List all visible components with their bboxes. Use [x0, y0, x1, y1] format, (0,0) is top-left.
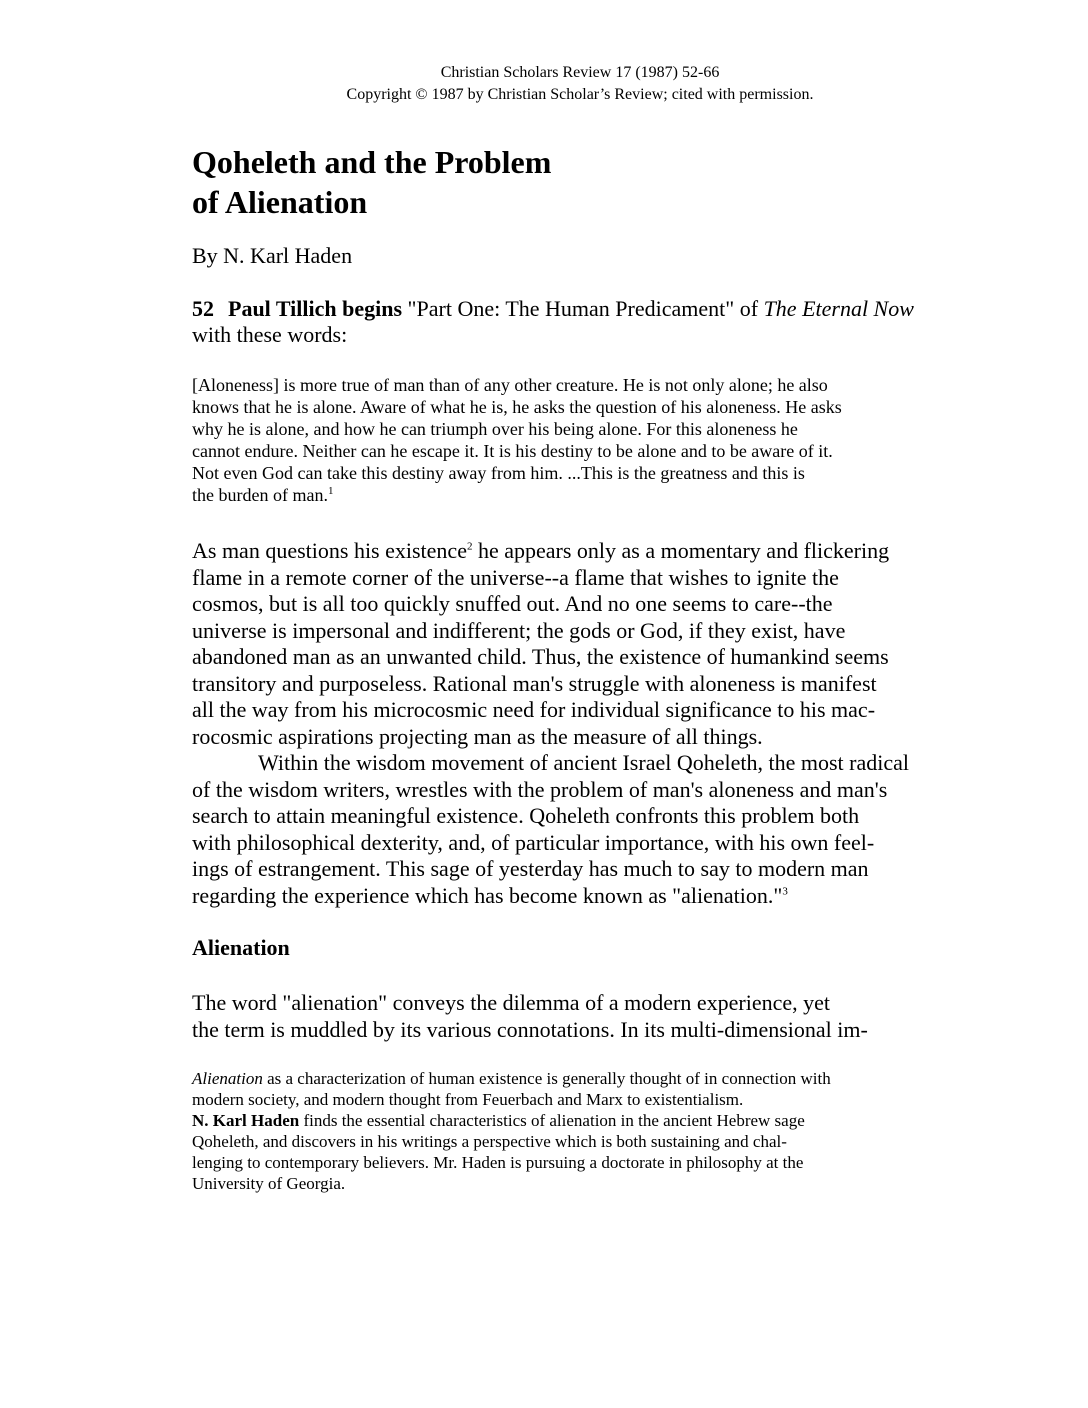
- journal-citation: [260, 62, 900, 106]
- author-name: N. Karl Haden: [192, 1111, 300, 1130]
- quote-line: [Aloneness] is more true of man than of any other creature. He is not only alone; he also: [192, 375, 828, 395]
- lead-kicker: Paul Tillich begins: [228, 296, 403, 321]
- quote-line: cannot endure. Neither can he escape it. It is his destiny to be alone and to be aware of it.: [192, 441, 833, 461]
- lead-line: with these words:: [192, 322, 348, 347]
- body-line: flame in a remote corner of the universe--a flame that wishes to ignite the: [192, 564, 839, 590]
- quote-text: the burden of man.: [192, 485, 328, 505]
- title-line: Qoheleth and the Problem: [192, 144, 552, 180]
- body-line: universe is impersonal and indifferent; the gods or God, if they exist, have: [192, 617, 846, 643]
- body-line: cosmos, but is all too quickly snuffed out. And no one seems to care--the: [192, 591, 833, 616]
- footnote-marker: 3: [782, 885, 788, 898]
- body-text-run: regarding the experience which has become known as "alienation.": [192, 882, 783, 908]
- quote-line: knows that he is alone. Aware of what he is, he asks the question of his aloneness. He asks: [192, 397, 842, 417]
- body-line: Within the wisdom movement of ancient Israel Qoheleth, the most radical: [258, 750, 909, 775]
- body-text-run: he appears only as a momentary and flickering: [472, 538, 890, 563]
- note-text: as a characterization of human existence is generally thought of in connection with: [262, 1069, 831, 1088]
- body-line: search to attain meaningful existence. Qoheleth confronts this problem both: [192, 803, 860, 828]
- note-line: [192, 1068, 952, 1089]
- note-line: [192, 1110, 952, 1131]
- article-title: [192, 142, 551, 222]
- copyright-line: Copyright © 1987 by Christian Scholar’s Review; cited with permission.: [346, 86, 814, 103]
- footnote-marker: 2: [466, 540, 473, 553]
- body-paragraph: [192, 538, 952, 750]
- lead-text: "Part One: The Human Predicament" of: [402, 296, 764, 321]
- footnote-marker: 1: [327, 485, 334, 497]
- body-line: [192, 538, 952, 565]
- article-notes: [192, 1068, 952, 1194]
- title-line: of Alienation: [192, 184, 368, 220]
- section-paragraph: [192, 990, 952, 1043]
- abstract-note: [192, 1068, 952, 1110]
- author-note: [192, 1110, 952, 1194]
- page-number: 52: [192, 296, 214, 321]
- body-line: [192, 883, 952, 910]
- body-line: abandoned man as an unwanted child. Thus, the existence of humankind seems: [192, 644, 889, 669]
- body-line: ings of estrangement. This sage of yesterday has much to say to modern man: [192, 856, 869, 881]
- body-line: The word "alienation" conveys the dilemma of a modern experience, yet: [192, 990, 830, 1015]
- citation-line: Christian Scholars Review 17 (1987) 52-66: [440, 64, 720, 81]
- block-quote: [192, 374, 952, 506]
- quote-line: [192, 484, 952, 506]
- quote-line: why he is alone, and how he can triumph over his being alone. For this aloneness he: [192, 419, 798, 439]
- body-line: transitory and purposeless. Rational man's struggle with aloneness is manifest: [192, 670, 877, 696]
- note-text: finds the essential characteristics of alienation in the ancient Hebrew sage: [299, 1111, 805, 1130]
- body-line: rocosmic aspirations projecting man as the measure of all things.: [192, 723, 763, 749]
- body-line: the term is muddled by its various connotations. In its multi-dimensional im-: [192, 1016, 868, 1042]
- body-line: with philosophical dexterity, and, of particular importance, with his own feel-: [192, 829, 875, 855]
- note-line: University of Georgia.: [192, 1174, 346, 1193]
- body-text: [192, 538, 952, 909]
- note-line: lenging to contemporary believers. Mr. Haden is pursuing a doctorate in philosophy at the: [192, 1153, 804, 1172]
- body-paragraph: [192, 750, 952, 909]
- abstract-term: Alienation: [192, 1069, 263, 1088]
- body-line: all the way from his microcosmic need for individual significance to his mac-: [192, 697, 876, 722]
- lead-paragraph: [192, 296, 982, 348]
- byline: By N. Karl Haden: [192, 243, 353, 268]
- note-line: Qoheleth, and discovers in his writings a perspective which is both sustaining and chal-: [192, 1132, 787, 1151]
- note-line: modern society, and modern thought from Feuerbach and Marx to existentialism.: [192, 1090, 744, 1109]
- quote-line: Not even God can take this destiny away from him. ...This is the greatness and this is: [192, 463, 805, 483]
- lead-line: [192, 296, 982, 322]
- body-text-run: As man questions his existence: [192, 538, 467, 563]
- book-title: The Eternal Now: [763, 296, 914, 321]
- section-heading: Alienation: [192, 935, 290, 960]
- body-line: of the wisdom writers, wrestles with the problem of man's aloneness and man's: [192, 776, 888, 802]
